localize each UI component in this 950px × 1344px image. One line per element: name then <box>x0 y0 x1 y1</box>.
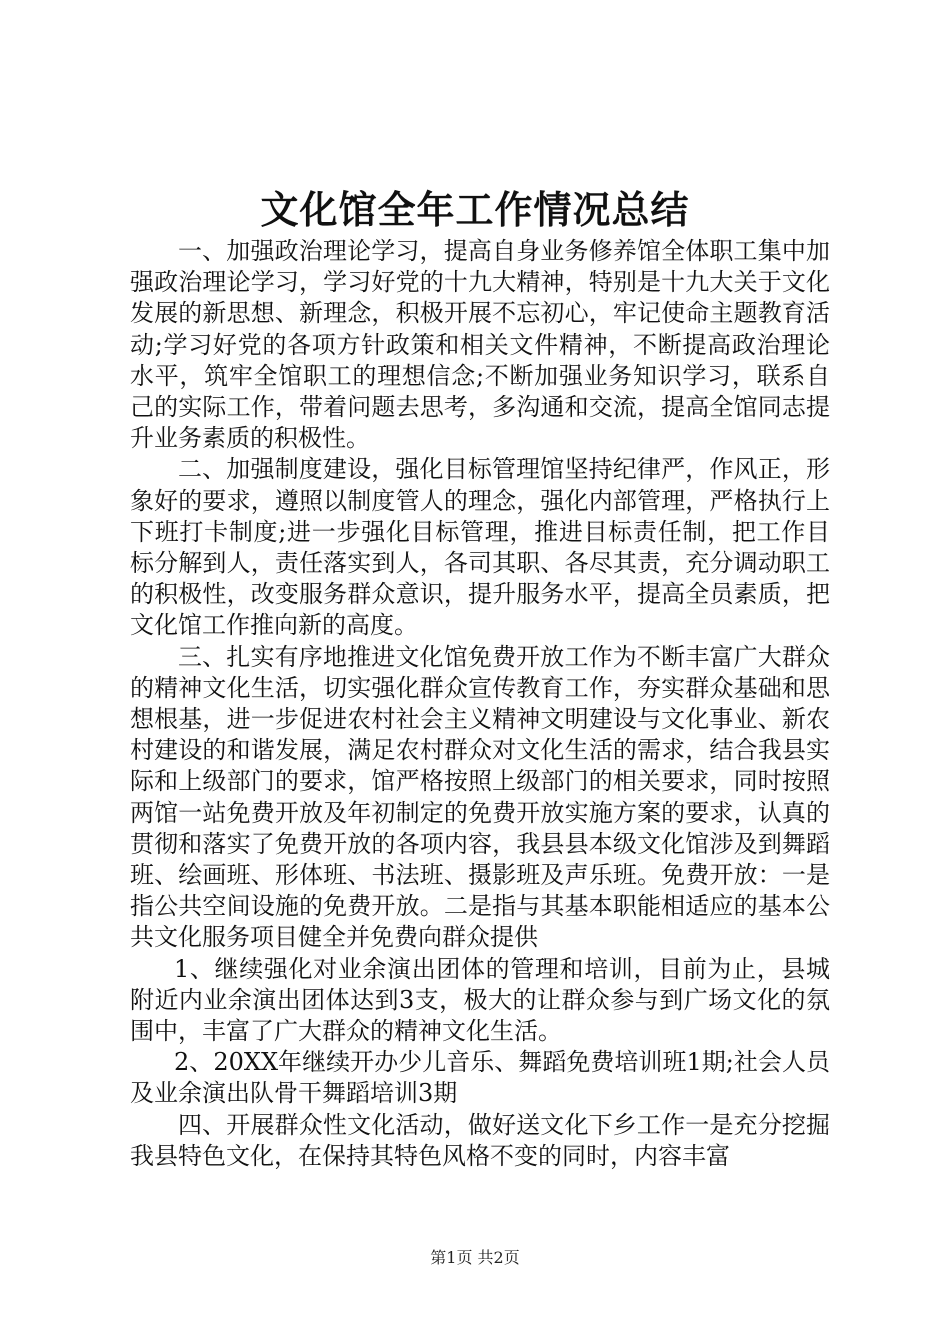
document-body <box>130 236 830 1172</box>
paragraph-4: 1、继续强化对业余演出团体的管理和培训，目前为止，县城附近内业余演出团体达到3支，极大的让群众参与到广场文化的氛围中，丰富了广大群众的精神文化生活。 <box>130 954 830 1046</box>
paragraph-5: 2、20XX年继续开办少儿音乐、舞蹈免费培训班1期;社会人员及业余演出队骨干舞蹈培训3期 <box>130 1048 830 1108</box>
paragraph-6: 四、开展群众性文化活动，做好送文化下乡工作一是充分挖掘我县特色文化，在保持其特色风格不变的同时，内容丰富 <box>130 1110 830 1170</box>
document-title: 文化馆全年工作情况总结 <box>260 187 690 232</box>
page-footer: 第1页 共2页 <box>430 1248 520 1267</box>
paragraph-1: 一、加强政治理论学习，提高自身业务修养馆全体职工集中加强政治理论学习，学习好党的十九大精神，特别是十九大关于文化发展的新思想、新理念，积极开展不忘初心，牢记使命主题教育活动;学习好党的各项方针政策和相关文件精神，不断提高政治理论水平，筑牢全馆职工的理想信念;不断加强业务知识学习，联系自己的实际工作，带着问题去思考，多沟通和交流，提高全馆同志提升业务素质的积极性。 <box>130 237 830 453</box>
paragraph-2: 二、加强制度建设，强化目标管理馆坚持纪律严，作风正，形象好的要求，遵照以制度管人的理念，强化内部管理，严格执行上下班打卡制度;进一步强化目标管理，推进目标责任制，把工作目标分解到人，责任落实到人，各司其职、各尽其责，充分调动职工的积极性，改变服务群众意识，提升服务水平，提高全员素质，把文化馆工作推向新的高度。 <box>130 455 830 640</box>
paragraph-3: 三、扎实有序地推进文化馆免费开放工作为不断丰富广大群众的精神文化生活，切实强化群众宣传教育工作，夯实群众基础和思想根基，进一步促进农村社会主义精神文明建设与文化事业、新农村建设的和谐发展，满足农村群众对文化生活的需求，结合我县实际和上级部门的要求，馆严格按照上级部门的相关要求，同时按照两馆一站免费开放及年初制定的免费开放实施方案的要求，认真的贯彻和落实了免费开放的各项内容，我县县本级文化馆涉及到舞蹈班、绘画班、形体班、书法班、摄影班及声乐班。免费开放：一是指公共空间设施的免费开放。二是指与其基本职能相适应的基本公共文化服务项目健全并免费向群众提供 <box>130 642 830 952</box>
